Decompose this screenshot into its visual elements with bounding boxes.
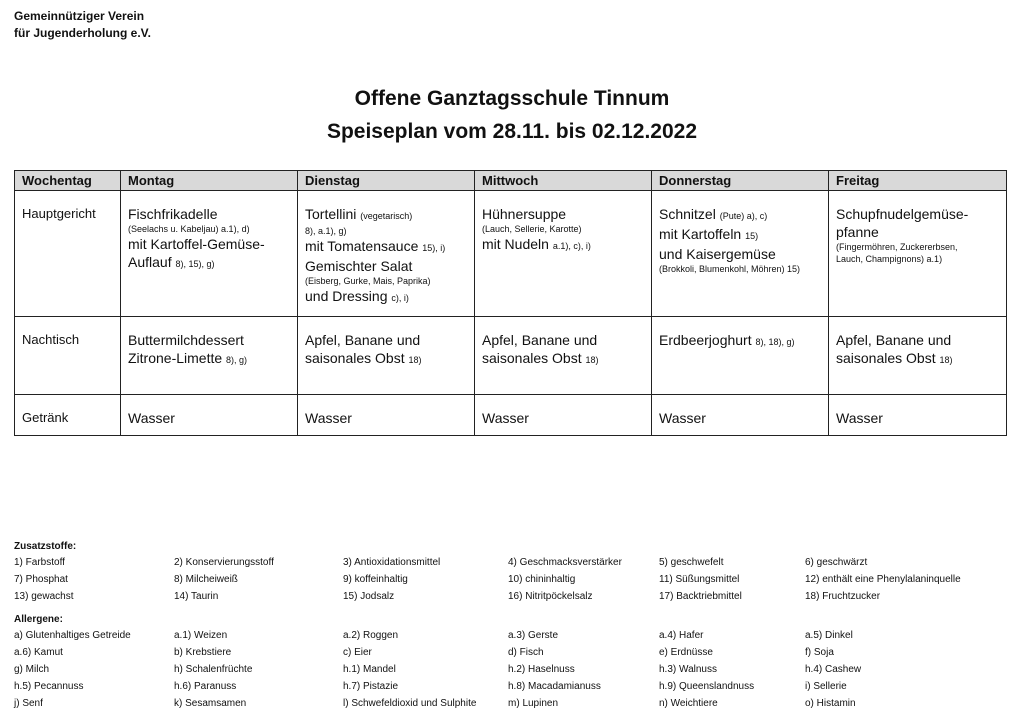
dish-name: Schupfnudelgemüse- — [836, 206, 969, 222]
additive-item: 11) Süßungsmittel — [659, 574, 740, 585]
additive-item: 18) Fruchtzucker — [805, 591, 881, 602]
dish-name-line — [305, 205, 467, 225]
allergen-item: a.3) Gerste — [508, 630, 559, 641]
organization-name — [14, 8, 151, 42]
dish-dressing-line — [305, 287, 467, 307]
header-montag: Montag — [121, 171, 298, 191]
allergen-item: b) Krebstiere — [174, 647, 232, 658]
dish-vegetables: und Kaisergemüse — [659, 246, 776, 262]
dessert-text: saisonales Obst — [482, 350, 582, 366]
dessert-donnerstag — [652, 317, 829, 395]
additive-row — [14, 588, 1014, 605]
table-row-nachtisch — [15, 317, 1007, 395]
allergen-item: a.2) Roggen — [343, 630, 399, 641]
additives-list — [14, 554, 1014, 605]
allergen-item: g) Milch — [14, 664, 50, 675]
main-mittwoch — [475, 191, 652, 317]
dish-detail: (Lauch, Sellerie, Karotte) — [482, 224, 582, 234]
menu-table — [14, 170, 1007, 436]
allergen-row — [14, 627, 1014, 644]
allergen-item: h.3) Walnuss — [659, 664, 717, 675]
allergen-item: j) Senf — [14, 698, 43, 709]
dish-detail: (Fingermöhren, Zuckererbsen, — [836, 242, 958, 252]
allergen-row — [14, 644, 1014, 661]
dessert-line — [305, 349, 467, 369]
allergen-item: n) Weichtiere — [659, 698, 718, 709]
row-label-getraenk: Getränk — [15, 395, 121, 436]
dish-name: Schnitzel — [659, 206, 716, 222]
dish-note: (vegetarisch) — [360, 211, 413, 221]
main-freitag — [829, 191, 1007, 317]
allergen-item: l) Schwefeldioxid und Sulphite — [343, 698, 477, 709]
drink-freitag: Wasser — [829, 395, 1007, 436]
dish-name-line — [659, 205, 821, 225]
drink-montag: Wasser — [121, 395, 298, 436]
additive-item: 3) Antioxidationsmittel — [343, 557, 441, 568]
dish-salad: Gemischter Salat — [305, 258, 413, 274]
dish-side-line — [482, 235, 644, 255]
additive-item: 2) Konservierungsstoff — [174, 557, 274, 568]
allergen-row — [14, 695, 1014, 712]
header-mittwoch: Mittwoch — [475, 171, 652, 191]
page-subtitle: Speiseplan vom 28.11. bis 02.12.2022 — [326, 120, 698, 143]
additive-item: 17) Backtriebmittel — [659, 591, 742, 602]
dish-sauce: mit Tomatensauce — [305, 238, 419, 254]
allergens-list — [14, 627, 1014, 712]
dish-detail: (Seelachs u. Kabeljau) a.1), d) — [128, 224, 250, 234]
legend-gap — [14, 605, 1014, 613]
allergen-item: a.1) Weizen — [174, 630, 228, 641]
dessert-name: Apfel, Banane und — [836, 332, 952, 348]
header-freitag: Freitag — [829, 171, 1007, 191]
dessert-dienstag — [298, 317, 475, 395]
additive-codes: 18) — [585, 355, 599, 365]
dessert-line — [128, 349, 290, 369]
dish-dressing: und Dressing — [305, 288, 388, 304]
dessert-freitag — [829, 317, 1007, 395]
additive-codes: 18) — [939, 355, 953, 365]
additive-item: 16) Nitritpöckelsalz — [508, 591, 593, 602]
additive-item: 1) Farbstoff — [14, 557, 65, 568]
drink-mittwoch: Wasser — [475, 395, 652, 436]
allergen-item: h.2) Haselnuss — [508, 664, 575, 675]
additive-item: 8) Milcheiweiß — [174, 574, 238, 585]
allergen-item: h) Schalenfrüchte — [174, 664, 253, 675]
dessert-name: Buttermilchdessert — [128, 332, 244, 348]
additive-item: 7) Phosphat — [14, 574, 68, 585]
allergen-item: a.6) Kamut — [14, 647, 63, 658]
allergen-item: e) Erdnüsse — [659, 647, 713, 658]
allergen-item: h.9) Queenslandnuss — [659, 681, 755, 692]
additive-codes: a.1), c), i) — [552, 241, 591, 251]
dessert-line — [659, 331, 821, 351]
allergen-item: i) Sellerie — [805, 681, 847, 692]
allergen-item: d) Fisch — [508, 647, 544, 658]
allergen-item: k) Sesamsamen — [174, 698, 247, 709]
allergens-title: Allergene: — [14, 614, 63, 625]
allergen-item: h.5) Pecannuss — [14, 681, 84, 692]
dish-detail: (Brokkoli, Blumenkohl, Möhren) 15) — [659, 264, 801, 274]
dessert-mittwoch — [475, 317, 652, 395]
allergen-item: o) Histamin — [805, 698, 856, 709]
row-label-nachtisch: Nachtisch — [15, 317, 121, 395]
dessert-name: Apfel, Banane und — [305, 332, 421, 348]
legend — [14, 540, 1014, 712]
additive-item: 12) enthält eine Phenylalaninquelle — [805, 574, 961, 585]
dessert-name: Apfel, Banane und — [482, 332, 598, 348]
drink-dienstag: Wasser — [298, 395, 475, 436]
dish-detail: (Eisberg, Gurke, Mais, Paprika) — [305, 276, 431, 286]
dish-sauce-line — [305, 237, 467, 257]
main-dienstag — [298, 191, 475, 317]
additives-title: Zusatzstoffe: — [14, 541, 77, 552]
dish-side-line — [659, 225, 821, 245]
dish-side: mit Kartoffeln — [659, 226, 742, 242]
additive-codes: 8), 18), g) — [755, 337, 795, 347]
allergen-row — [14, 678, 1014, 695]
org-line-2: für Jugenderholung e.V. — [14, 26, 151, 40]
dessert-name: Erdbeerjoghurt — [659, 332, 752, 348]
additive-codes: 18) — [408, 355, 422, 365]
allergen-item: a.4) Hafer — [659, 630, 704, 641]
table-row-getraenk — [15, 395, 1007, 436]
dish-side: mit Kartoffel-Gemüse- — [128, 236, 265, 252]
allergen-item: h.4) Cashew — [805, 664, 862, 675]
additive-item: 15) Jodsalz — [343, 591, 395, 602]
org-line-1: Gemeinnütziger Verein — [14, 9, 145, 23]
dish-name-cont: pfanne — [836, 224, 879, 240]
allergen-item: c) Eier — [343, 647, 372, 658]
allergen-item: h.8) Macadamianuss — [508, 681, 601, 692]
additive-codes: 8), 15), g) — [175, 259, 215, 269]
dish-note: (Pute) a), c) — [719, 211, 768, 221]
additive-codes: 8), a.1), g) — [305, 226, 347, 236]
additive-item: 9) koffeinhaltig — [343, 574, 408, 585]
dessert-montag — [121, 317, 298, 395]
dessert-line — [482, 349, 644, 369]
additive-codes: 15), i) — [422, 243, 446, 253]
additive-item: 13) gewachst — [14, 591, 74, 602]
allergen-item: f) Soja — [805, 647, 834, 658]
main-montag — [121, 191, 298, 317]
allergen-item: h.6) Paranuss — [174, 681, 237, 692]
dessert-text: saisonales Obst — [305, 350, 405, 366]
additive-codes: c), i) — [391, 293, 409, 303]
allergen-item: a) Glutenhaltiges Getreide — [14, 630, 131, 641]
additive-codes: 15) — [745, 231, 759, 241]
dish-name: Hühnersuppe — [482, 206, 567, 222]
drink-donnerstag: Wasser — [652, 395, 829, 436]
allergen-row — [14, 661, 1014, 678]
main-donnerstag — [652, 191, 829, 317]
additive-item: 4) Geschmacksverstärker — [508, 557, 622, 568]
additive-item: 14) Taurin — [174, 591, 219, 602]
allergen-item: m) Lupinen — [508, 698, 559, 709]
table-row-hauptgericht — [15, 191, 1007, 317]
allergen-item: h.1) Mandel — [343, 664, 396, 675]
table-header-row — [15, 171, 1007, 191]
dish-side: mit Nudeln — [482, 236, 549, 252]
dish-name: Tortellini — [305, 206, 357, 222]
dish-side-text: Auflauf — [128, 254, 172, 270]
dessert-line — [836, 349, 999, 369]
row-label-hauptgericht: Hauptgericht — [15, 191, 121, 317]
dish-detail-cont: Lauch, Champignons) a.1) — [836, 254, 943, 264]
dessert-text: saisonales Obst — [836, 350, 936, 366]
dish-side-cont — [128, 253, 290, 273]
dessert-text: Zitrone-Limette — [128, 350, 223, 366]
dish-name: Fischfrikadelle — [128, 206, 218, 222]
additive-item: 5) geschwefelt — [659, 557, 724, 568]
allergen-item: h.7) Pistazie — [343, 681, 399, 692]
additive-row — [14, 554, 1014, 571]
additive-row — [14, 571, 1014, 588]
additive-item: 6) geschwärzt — [805, 557, 868, 568]
header-wochentag: Wochentag — [15, 171, 121, 191]
additive-codes: 8), g) — [226, 355, 248, 365]
page-title: Offene Ganztagsschule Tinnum — [354, 87, 670, 110]
additive-item: 10) chininhaltig — [508, 574, 576, 585]
header-dienstag: Dienstag — [298, 171, 475, 191]
header-donnerstag: Donnerstag — [652, 171, 829, 191]
allergen-item: a.5) Dinkel — [805, 630, 853, 641]
